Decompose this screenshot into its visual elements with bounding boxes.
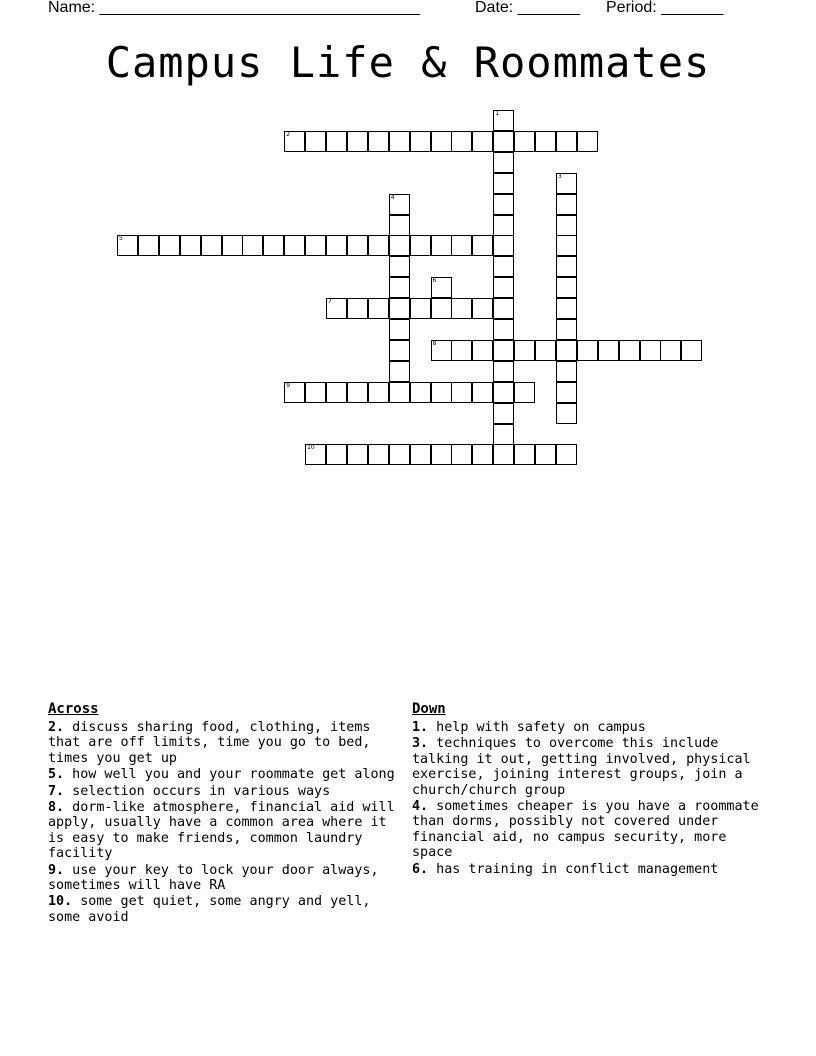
grid-cell[interactable]: [368, 382, 389, 403]
cell-number: 7: [328, 298, 332, 306]
down-clue: [412, 862, 772, 877]
clue-number: 1.: [412, 720, 429, 735]
worksheet-header: [0, 0, 816, 20]
across-clue: [48, 720, 408, 766]
grid-cell[interactable]: [556, 403, 577, 424]
across-clue: [48, 784, 408, 799]
grid-cell[interactable]: [389, 256, 410, 277]
grid-cell[interactable]: [493, 340, 514, 361]
down-clues: [412, 700, 772, 878]
grid-cell[interactable]: [284, 235, 305, 256]
grid-cell[interactable]: [410, 382, 431, 403]
grid-cell[interactable]: [493, 382, 514, 403]
down-clue: [412, 799, 772, 861]
clue-number: 2.: [48, 720, 65, 735]
grid-cell[interactable]: [493, 403, 514, 424]
grid-cell[interactable]: [535, 444, 556, 465]
grid-cell[interactable]: [472, 340, 493, 361]
grid-cell[interactable]: [347, 235, 368, 256]
grid-cell[interactable]: [389, 235, 410, 256]
grid-cell[interactable]: [556, 298, 577, 319]
grid-cell[interactable]: [556, 256, 577, 277]
grid-cell[interactable]: [493, 361, 514, 382]
grid-cell[interactable]: [138, 235, 159, 256]
grid-cell[interactable]: [284, 382, 305, 403]
grid-cell[interactable]: [493, 152, 514, 173]
across-clue: [48, 863, 408, 894]
grid-cell[interactable]: [556, 277, 577, 298]
clue-text: dorm-like atmosphere, financial aid will apply, usually have a common area where it is easy to make friends, common laundry facility: [48, 800, 395, 862]
grid-cell[interactable]: [493, 277, 514, 298]
cell-number: 5: [119, 235, 123, 243]
grid-cell[interactable]: [368, 235, 389, 256]
clue-number: 9.: [48, 862, 65, 878]
grid-cell[interactable]: [389, 194, 410, 215]
grid-cell[interactable]: [159, 235, 180, 256]
clue-text: use your key to lock your door always, sometimes will have RA: [48, 862, 379, 894]
grid-cell[interactable]: [556, 444, 577, 465]
grid-cell[interactable]: [556, 215, 577, 236]
clue-text: some get quiet, some angry and yell, some avoid: [48, 894, 371, 925]
down-heading: Down: [412, 701, 446, 717]
period-field[interactable]: Period: _______: [606, 0, 724, 16]
grid-cell[interactable]: [556, 235, 577, 256]
grid-cell[interactable]: [493, 298, 514, 319]
grid-cell[interactable]: [180, 235, 201, 256]
grid-cell[interactable]: [201, 235, 222, 256]
grid-cell[interactable]: [472, 131, 493, 152]
grid-cell[interactable]: [431, 277, 452, 298]
grid-cell[interactable]: [556, 131, 577, 152]
grid-cell[interactable]: [389, 340, 410, 361]
clue-text: sometimes cheaper is you have a roommate than dorms, possibly not covered under financial aid, no campus security, more space: [412, 799, 759, 861]
date-field[interactable]: Date: _______: [475, 0, 580, 16]
grid-cell[interactable]: [451, 382, 472, 403]
grid-cell[interactable]: [410, 298, 431, 319]
clue-number: 10.: [48, 894, 73, 910]
grid-cell[interactable]: [326, 382, 347, 403]
grid-cell[interactable]: [493, 256, 514, 277]
grid-cell[interactable]: [284, 131, 305, 152]
grid-cell[interactable]: [347, 298, 368, 319]
grid-cell[interactable]: [493, 319, 514, 340]
grid-cell[interactable]: [389, 382, 410, 403]
grid-cell[interactable]: [410, 235, 431, 256]
cell-number: 6: [432, 277, 437, 285]
grid-cell[interactable]: [493, 173, 514, 194]
grid-cell[interactable]: [305, 131, 326, 152]
down-list: [412, 720, 772, 877]
grid-cell[interactable]: [305, 444, 326, 465]
across-clue: [48, 767, 408, 782]
grid-cell[interactable]: [556, 340, 577, 361]
grid-cell[interactable]: [389, 277, 410, 298]
grid-cell[interactable]: [451, 340, 472, 361]
grid-cell[interactable]: [368, 444, 389, 465]
grid-cell[interactable]: [368, 298, 389, 319]
cell-number: 8: [432, 339, 437, 347]
clue-text: has training in conflict management: [428, 861, 719, 877]
clue-number: 6.: [412, 861, 429, 877]
across-list: [48, 720, 408, 925]
grid-cell[interactable]: [326, 444, 347, 465]
grid-cell[interactable]: [577, 131, 598, 152]
down-clue: [412, 720, 772, 735]
grid-cell[interactable]: [493, 444, 514, 465]
cell-number: 4: [390, 193, 395, 201]
grid-cell[interactable]: [431, 131, 452, 152]
down-clue: [412, 736, 772, 798]
grid-cell[interactable]: [451, 131, 472, 152]
clue-text: techniques to overcome this include talking it out, getting involved, physical exercise, joining interest groups, join a church/church group: [412, 736, 751, 798]
clue-number: 7.: [48, 783, 65, 799]
clue-number: 3.: [412, 736, 429, 752]
grid-cell[interactable]: [389, 361, 410, 382]
grid-cell[interactable]: [472, 235, 493, 256]
grid-cell[interactable]: [263, 235, 284, 256]
grid-cell[interactable]: [514, 382, 535, 403]
grid-cell[interactable]: [326, 235, 347, 256]
grid-cell[interactable]: [472, 298, 493, 319]
grid-cell[interactable]: [619, 340, 640, 361]
grid-cell[interactable]: [556, 319, 577, 340]
grid-cell[interactable]: [389, 444, 410, 465]
grid-cell[interactable]: [451, 298, 472, 319]
grid-cell[interactable]: [535, 340, 556, 361]
grid-cell[interactable]: [598, 340, 619, 361]
grid-cell[interactable]: [326, 131, 347, 152]
grid-cell[interactable]: [493, 424, 514, 445]
across-heading: Across: [48, 701, 99, 717]
cell-number: 10: [307, 444, 315, 452]
grid-cell[interactable]: [660, 340, 681, 361]
grid-cell[interactable]: [117, 235, 138, 256]
grid-cell[interactable]: [514, 131, 535, 152]
grid-cell[interactable]: [431, 382, 452, 403]
grid-cell[interactable]: [472, 382, 493, 403]
across-clues: [48, 700, 408, 926]
grid-cell[interactable]: [493, 110, 514, 131]
grid-cell[interactable]: [493, 131, 514, 152]
clue-text: help with safety on campus: [428, 720, 646, 735]
cell-number: 3: [557, 172, 562, 180]
grid-cell[interactable]: [389, 319, 410, 340]
grid-cell[interactable]: [431, 340, 452, 361]
grid-cell[interactable]: [556, 382, 577, 403]
cell-number: 2: [286, 130, 291, 138]
clue-number: 4.: [412, 799, 429, 815]
clue-text: discuss sharing food, clothing, items that are off limits, time you go to bed, times you get up: [48, 720, 371, 766]
across-clue: [48, 894, 408, 925]
grid-cell[interactable]: [368, 131, 389, 152]
grid-cell[interactable]: [305, 382, 326, 403]
grid-cell[interactable]: [305, 235, 326, 256]
clue-text: selection occurs in various ways: [64, 783, 331, 799]
grid-cell[interactable]: [514, 444, 535, 465]
puzzle-title: Campus Life & Roommates: [105, 38, 711, 87]
grid-cell[interactable]: [326, 298, 347, 319]
grid-cell[interactable]: [431, 444, 452, 465]
grid-cell[interactable]: [347, 382, 368, 403]
grid-cell[interactable]: [535, 131, 556, 152]
grid-cell[interactable]: [514, 340, 535, 361]
grid-cell[interactable]: [577, 340, 598, 361]
grid-cell[interactable]: [410, 444, 431, 465]
grid-cell[interactable]: [242, 235, 263, 256]
grid-cell[interactable]: [472, 444, 493, 465]
grid-cell[interactable]: [222, 235, 243, 256]
grid-cell[interactable]: [493, 194, 514, 215]
grid-cell[interactable]: [640, 340, 661, 361]
grid-cell[interactable]: [431, 235, 452, 256]
clue-text: how well you and your roommate get along: [64, 767, 395, 783]
across-clue: [48, 800, 408, 862]
name-field[interactable]: Name: ____________________________________: [48, 0, 420, 16]
grid-cell[interactable]: [493, 235, 514, 256]
grid-cell[interactable]: [347, 444, 368, 465]
grid-cell[interactable]: [389, 131, 410, 152]
cell-number: 9: [286, 381, 291, 389]
grid-cell[interactable]: [347, 131, 368, 152]
grid-cell[interactable]: [431, 298, 452, 319]
grid-cell[interactable]: [556, 361, 577, 382]
grid-cell[interactable]: [410, 131, 431, 152]
clue-number: 5.: [48, 767, 65, 783]
clue-number: 8.: [48, 800, 65, 816]
grid-cell[interactable]: [556, 173, 577, 194]
grid-cell[interactable]: [451, 444, 472, 465]
grid-cell[interactable]: [493, 215, 514, 236]
grid-cell[interactable]: [389, 215, 410, 236]
grid-cell[interactable]: [389, 298, 410, 319]
grid-cell[interactable]: [681, 340, 702, 361]
cell-number: 1: [495, 110, 500, 117]
grid-cell[interactable]: [556, 194, 577, 215]
grid-cell[interactable]: [451, 235, 472, 256]
